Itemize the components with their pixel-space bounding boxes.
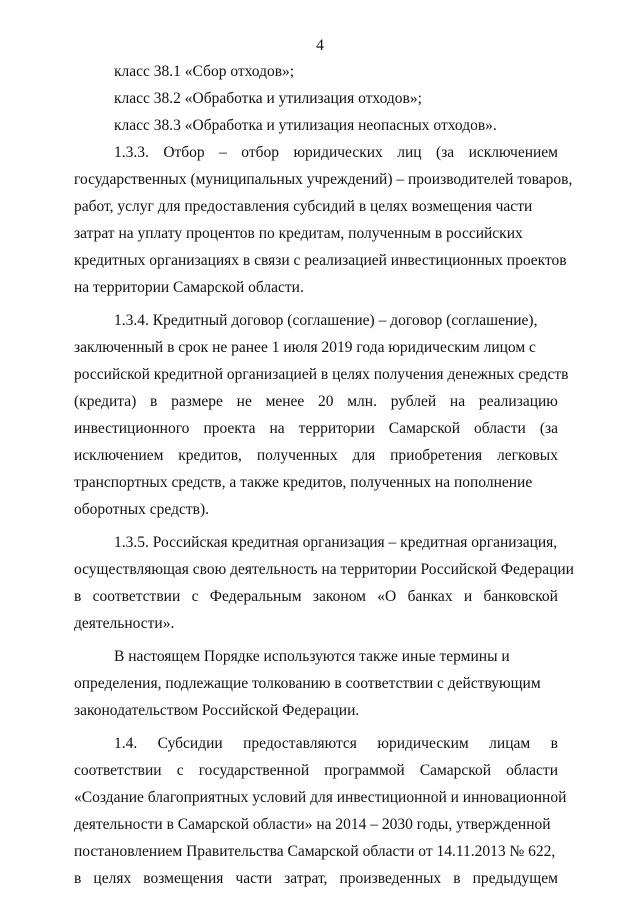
word: «О xyxy=(377,588,397,605)
word: млн. xyxy=(347,393,377,410)
paragraph-1-3-3-line-2: государственных (муниципальных учреждений) – производителей товаров, xyxy=(74,171,573,188)
word: затрат, xyxy=(284,870,328,887)
word: полученных xyxy=(256,447,338,464)
word: менее xyxy=(265,393,305,410)
word: в xyxy=(74,870,82,887)
paragraph-1-4-line-3: «Создание благоприятных условий для инвестиционной и инновационной xyxy=(74,789,567,806)
word: соответствии xyxy=(74,762,162,779)
paragraph-1-3-4-line-2: заключенный в срок не ранее 1 июля 2019 года юридическим лицом с xyxy=(74,339,536,356)
word: Федеральным xyxy=(209,588,302,605)
paragraph-1-4-line-6 xyxy=(74,865,558,892)
word: банковской xyxy=(483,588,558,605)
word: для xyxy=(352,447,376,464)
word: реализацию xyxy=(478,393,558,410)
word: (кредита) xyxy=(74,393,137,410)
word: области xyxy=(474,420,526,437)
word: Самарской xyxy=(419,762,492,779)
paragraph-1-3-3-line-4: затрат на уплату процентов по кредитам, полученным в российских xyxy=(74,225,523,242)
word: кредитов, xyxy=(178,447,242,464)
word: произведенных xyxy=(339,870,442,887)
word: части xyxy=(235,870,273,887)
class-38-3-line: класс 38.3 «Обработка и утилизация неопасных отходов». xyxy=(114,117,497,134)
word: в xyxy=(453,870,461,887)
word: 1.3.3. xyxy=(114,144,149,161)
word: приобретения xyxy=(390,447,483,464)
word: исключением xyxy=(74,447,164,464)
word: – xyxy=(219,144,227,161)
word: (за xyxy=(435,144,455,161)
word: 20 xyxy=(318,393,334,410)
word: инвестиционного xyxy=(74,420,190,437)
document-body xyxy=(74,58,574,892)
word: возмещения xyxy=(143,870,224,887)
paragraph-1-3-5-line-2: осуществляющая свою деятельность на территории Российской Федерации xyxy=(74,561,574,578)
word: размере xyxy=(171,393,223,410)
paragraph-1-3-3-line-3: работ, услуг для предоставления субсидий в целях возмещения части xyxy=(74,198,533,215)
paragraph-1-3-3-line-6: на территории Самарской области. xyxy=(74,279,304,296)
word: в xyxy=(150,393,158,410)
paragraph-1-4-line-4: деятельности в Самарской области» на 2014 – 2030 годы, утвержденной xyxy=(74,816,551,833)
word: в xyxy=(550,735,558,752)
word: законом xyxy=(312,588,366,605)
word: предыдущем xyxy=(472,870,558,887)
word: Самарской xyxy=(388,420,460,437)
word: государственной xyxy=(198,762,310,779)
word: 1.4. xyxy=(114,735,138,752)
word: лицам xyxy=(489,735,531,752)
terms-paragraph-line-1: В настоящем Порядке используются также иные термины и xyxy=(114,648,510,665)
word: юридическим xyxy=(377,735,469,752)
word: Отбор xyxy=(163,144,205,161)
paragraph-1-3-3-line-1 xyxy=(74,139,558,166)
word: легковых xyxy=(497,447,558,464)
paragraph-1-4-line-5: постановлением Правительства Самарской области от 14.11.2013 № 622, xyxy=(74,843,556,860)
paragraph-1-3-4-line-8: оборотных средств). xyxy=(74,501,209,518)
word: исключением xyxy=(468,144,558,161)
word: юридических xyxy=(293,144,383,161)
class-38-2-line: класс 38.2 «Обработка и утилизация отходов»; xyxy=(114,90,422,107)
word: проекта xyxy=(203,420,256,437)
paragraph-1-3-5-line-3 xyxy=(74,583,558,610)
paragraph-1-3-4-line-3: российской кредитной организацией в целях получения денежных средств xyxy=(74,366,569,383)
word: на xyxy=(449,393,466,410)
word: банках xyxy=(407,588,453,605)
word: территории xyxy=(298,420,375,437)
paragraph-1-3-5-line-4: деятельности». xyxy=(74,615,175,632)
word: не xyxy=(236,393,252,410)
word: отбор xyxy=(241,144,280,161)
word: целях xyxy=(93,870,132,887)
paragraph-1-4-line-1 xyxy=(74,730,558,757)
paragraph-1-3-4-line-5 xyxy=(74,415,558,442)
paragraph-1-3-5-line-1: 1.3.5. Российская кредитная организация – кредитная организация, xyxy=(114,534,558,551)
word: на xyxy=(269,420,285,437)
word: (за xyxy=(539,420,558,437)
word: программой xyxy=(324,762,405,779)
word: рублей xyxy=(390,393,437,410)
word: области xyxy=(506,762,558,779)
terms-paragraph-line-2: определения, подлежащие толкованию в соответствии с действующим xyxy=(74,675,541,692)
page-number: 4 xyxy=(316,37,324,54)
word: соответствии xyxy=(92,588,181,605)
paragraph-1-3-4-line-6 xyxy=(74,442,558,469)
word: в xyxy=(74,588,82,605)
word: и xyxy=(463,588,473,605)
paragraph-1-3-4-line-4 xyxy=(74,388,558,415)
paragraph-1-4-line-2 xyxy=(74,757,558,784)
word: с xyxy=(176,762,184,779)
paragraph-1-3-4-line-1: 1.3.4. Кредитный договор (соглашение) – договор (соглашение), xyxy=(114,312,538,329)
word: Субсидии xyxy=(157,735,223,752)
class-38-1-line: класс 38.1 «Сбор отходов»; xyxy=(114,63,295,80)
terms-paragraph-line-3: законодательством Российской Федерации. xyxy=(74,702,360,719)
paragraph-1-3-3-line-5: кредитных организациях в связи с реализацией инвестиционных проектов xyxy=(74,252,567,269)
word: предоставляются xyxy=(243,735,357,752)
paragraph-1-3-4-line-7: транспортных средств, а также кредитов, полученных на пополнение xyxy=(74,474,533,491)
word: с xyxy=(191,588,199,605)
word: лиц xyxy=(397,144,422,161)
